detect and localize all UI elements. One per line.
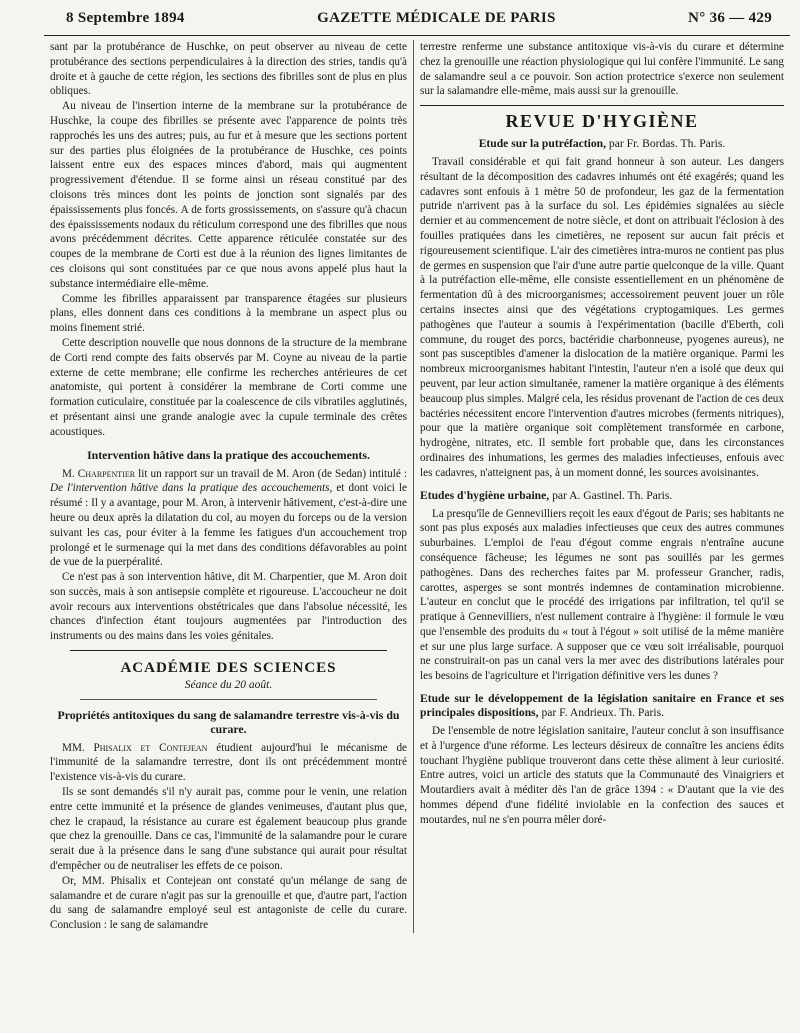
- paragraph: La presqu'île de Gennevilliers reçoit les eaux d'égout de Paris; ses habitants ne sont pas plus exposés aux maladies infectieuses que ceux des autres communes suburbaines. L'emploi de l'eau d'égout comme engrais n'entraîne aucune conséquence fâcheuse; les légumes ne sont pas souillés par les germes pathogènes. Dans des recherches faites par M. professeur Grancher, radis, carottes, asperges se sont montrés indemnes de contamination microbienne. L'auteur en conclut que le procédé des irrigations par infiltration, tel qu'il se pratique à Gennevilliers, n'est nullement contraire à l'hygiène: il formule le vœu que l'ensemble des produits du « tout à l'égout » soit utilisé de la même manière et sur une plus large surface. A supposer que ce vœu soit irréalisable, pourquoi ne construirait-on pas un canal vers la mer avec des distributions latérales pour les besoins de l'agriculture et l'irrigation définitive vers les dunes ?: [420, 507, 784, 683]
- divider: [70, 650, 387, 651]
- paragraph: M. Charpentier lit un rapport sur un travail de M. Aron (de Sedan) intitulé : De l'intervention hâtive dans la pratique des accouchements, et dont voici le résumé : Il y a avantage, pour M. Aron, à intervenir hâtivement, c'est-à-dire une heure ou deux après la dilatation du col, au moyen du forceps ou de la version suivant les cas, pour éviter à la femme les fatigues d'un accouchement trop prolongé et le surmenage qui la met dans des conditions défavorables au point de vue de la puerpéralité.: [50, 467, 408, 569]
- revue-heading: REVUE D'HYGIÈNE: [505, 111, 699, 132]
- paragraph: Or, MM. Phisalix et Contejean ont constaté qu'un mélange de sang de salamandre et de curare n'agit pas sur la grenouille et que, d'autre part, l'action du sang de salamandre employé seul est antagoniste de celle du curare. Conclusion : le sang de salamandre: [50, 874, 407, 932]
- article-author: par Fr. Bordas. Th. Paris.: [608, 136, 726, 150]
- page-number: N° 36 — 429: [688, 10, 772, 26]
- paragraph: De l'ensemble de notre législation sanitaire, l'auteur conclut à son insuffisance et à l'urgence d'une réforme. Les lecteurs désireux de connaître les anciens édits touchant l'hygiène publique trouveront dans cette thèse aliment à leur curiosité. Entre autres, voici un article des statuts que la Communauté des Vinaigriers et Moutardiers avait à méditer dès l'an de grâce 1394 : « D'autant que la vie des hommes dépend d'une fidélité inviolable en la confection des sauces et moutardes, nul ne s'en pourra mêler doré-: [420, 725, 784, 826]
- right-column: [414, 40, 790, 933]
- left-column: [44, 40, 414, 933]
- section-heading-accouchements: Intervention hâtive dans la pratique des accouchements.: [87, 447, 370, 462]
- author-name: M. Charpentier: [62, 467, 136, 480]
- divider: [80, 699, 377, 700]
- paragraph: Travail considérable et qui fait grand honneur à son auteur. Les dangers résultant de la décomposition des cadavres inhumés ont été exagérés; quand les cadavres sont enfouis à 1 mètre 50 de profondeur, les gaz de la fermentation putride n'arrivent pas à la surface du sol. Les épidémies signalées au siècle dernier et au commencement de notre siècle, et dont on attribuait l'éclosion à des fouilles pratiquées dans les cimetières, ne reposent sur aucun fait précis et rigoureusement scientifique. L'air des cimetières intra-muros ne contient pas plus de germes en suspension que l'air d'une autre partie quelconque de la ville. Quant à la putréfaction elle-même, elle consiste essentiellement en un phénomène de fermentation dû à des microorganismes; accessoirement peuvent jouer un rôle certains insectes ainsi que des végétations cryptogamiques. Les germes pathogènes que l'auteur a soumis à l'expérimentation (bacille d'Eberth, coli commune, du rouget des porcs, bactéridie charbonneuse, pyogenes aureus), ne sont pas susceptibles d'amener la dislocation de la matière organique. Parmi les nombreux microorganismes habitant l'intestin, l'auteur n'en a isolé que deux qui peuvent, par leur action simultanée, ramener la matière organique à des éléments beaucoup plus simples. Malgré cela, les résidus provenant de l'action de ces deux bactéries nécessitent encore l'intervention d'autres microbes (ferments nitriques), pour que la matière organique soit complètement transformée en carbone, hydrogène, nitrates, etc. Il semble fort probable que, dans les circonstances ordinaires des inhumations, les germes des maladies infectieuses, enfouis avec les cadavres, n'atteignent pas, à un moment donné, les sources avoisinantes.: [420, 155, 784, 479]
- article-title-putrefaction: Etude sur la putréfaction, par Fr. Bordas. Th. Paris.: [478, 136, 726, 150]
- paragraph: Cette description nouvelle que nous donnons de la structure de la membrane de Corti rend compte des faits observés par M. Coyne au niveau de la partie externe de cette membrane; elle confirme les recherches antérieures de cet anatomiste, qui portent à considérer la membrane de Corti comme une formation cuticulaire, constituée par la coalescence de cils vibratiles agglutinés, et présentant ainsi une grande analogie avec la cupule terminale des crêtes acoustiques.: [50, 336, 407, 438]
- page-header: [44, 10, 790, 36]
- article-title-legislation: Etude sur le développement de la législation sanitaire en France et ses principales dispositions, par F. Andrieux. Th. Paris.: [420, 692, 784, 720]
- article-author: par F. Andrieux. Th. Paris.: [541, 706, 664, 720]
- paragraph: MM. Phisalix et Contejean étudient aujourd'hui le mécanisme de l'immunité de la salamandre terrestre, dont ils ont précédemment montré l'existence vis-à-vis du curare.: [50, 741, 407, 784]
- paragraph: terrestre renferme une substance antitoxique vis-à-vis du curare et détermine chez la grenouille une réaction physiologique qui lui confère l'immunité. Le sang de salamandre seul a ce pouvoir. Son action protectrice s'exerce non seulement sur la salamandre elle-même, mais aussi sur la grenouille.: [420, 41, 784, 98]
- paragraph: sant par la protubérance de Huschke, on peut observer au niveau de cette protubérance des sections perpendiculaires à la direction des stries, tandis qu'à droite et à gauche de cette région, les sections des fibrilles sont de plus en plus obliques.: [50, 41, 407, 98]
- academy-heading: ACADÉMIE DES SCIENCES: [120, 660, 337, 677]
- article-title-hygiene-urbaine: Etudes d'hygiène urbaine, par A. Gastinel. Th. Paris.: [420, 488, 673, 502]
- paragraph: Comme les fibrilles apparaissent par transparence étagées sur plusieurs plans, elles donnent dans ces conditions à la membrane un aspect plus ou moins finement strié.: [50, 292, 407, 335]
- session-date: Séance du 20 août.: [184, 678, 273, 691]
- paragraph: Ce n'est pas à son intervention hâtive, dit M. Charpentier, que M. Aron doit son succès, mais à son antisepsie complète et rigoureuse. L'accoucheur ne doit avoir recours aux interventions obstétricales que dans l'absolue nécessité, les chances d'infection étant toujours augmentées par l'introduction des instruments ou des mains dans les voies génitales.: [50, 571, 407, 643]
- two-column-body: [44, 40, 790, 933]
- article-author: par A. Gastinel. Th. Paris.: [552, 488, 673, 502]
- section-heading-salamandre: Propriétés antitoxiques du sang de salamandre terrestre vis-à-vis du curare.: [57, 707, 400, 736]
- author-names: MM. Phisalix et Contejean: [62, 741, 208, 754]
- work-title: De l'intervention hâtive dans la pratique des accouchements,: [50, 482, 333, 495]
- issue-date: 8 Septembre 1894: [66, 10, 185, 26]
- divider: [420, 105, 784, 106]
- journal-title: GAZETTE MÉDICALE DE PARIS: [317, 10, 556, 26]
- paragraph: Au niveau de l'insertion interne de la membrane sur la protubérance de Huschke, la coupe des fibrilles se présente avec l'apparence de points très rapprochés les uns des autres; puis, au fur et à mesure que les sections portent sur des parties plus éloignées de la protubérance de Huschke, ces points laissent entre eux des espaces minces d'abord, mais qui augmentent progressivement d'étendue. Il se forme ainsi un réseau constitué par des cloisons très minces dont les points de jonction sont signalés par des épaississements plus foncés. A de forts grossissements, on s'assure qu'à chacun des épaississements nodaux du réticulum correspond une des fibrilles que nous avons précédemment décrites. Cette apparence réticulée constatée sur des coupes de la membrane de Corti est due à la réunion des lignes limitantes de ces cloisons qui sont constituées par ce que nous avons appelé plus haut la substance intermédiaire elle-même.: [50, 100, 407, 290]
- paragraph: Ils se sont demandés s'il n'y aurait pas, comme pour le venin, une relation entre cette immunité et la présence de glandes venimeuses, d'autant plus que, chez le crapaud, la résistance au curare est également beaucoup plus grande que chez la grenouille. Dans ce cas, l'immunité de la salamandre pour le curare serait due à la présence dans le sang d'une substance qui aurait pour résultat d'empêcher ou de neutraliser les effets de ce poison.: [50, 786, 407, 873]
